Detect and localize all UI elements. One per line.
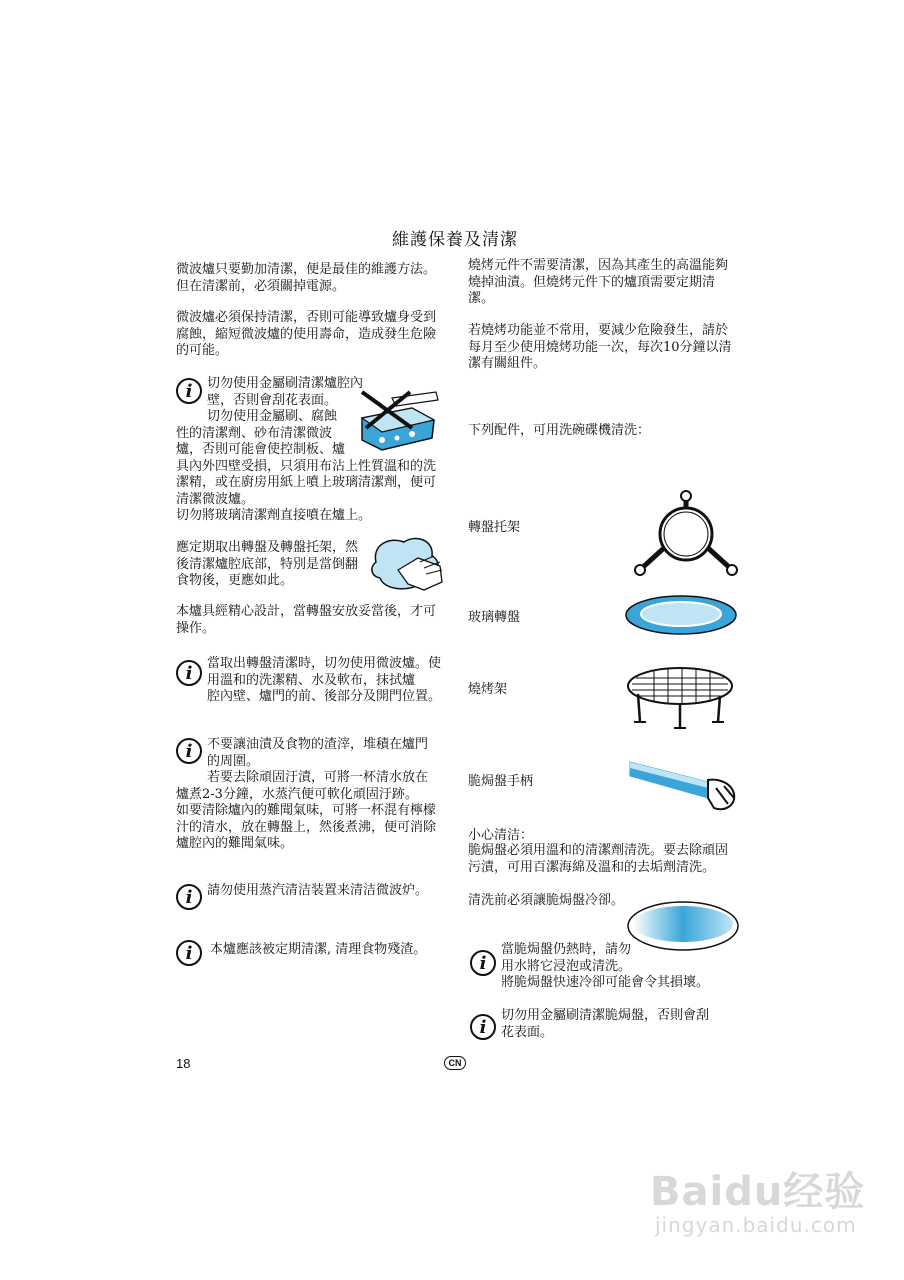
cool-before-cleaning: 清洗前必須讓脆焗盤冷卻。 xyxy=(468,893,625,908)
cleanliness-paragraph: 微波爐必須保持清潔，否則可能導致爐身受到 腐蝕，縮短微波爐的使用壽命，造成發生危險 的可能。 xyxy=(176,310,437,358)
note-remove-turntable: 當取出轉盤清潔時，切勿使用微波爐。使 用溫和的洗潔精、水及軟布，抹拭爐 腔內壁、爐門的前、後部分及開門位置。 xyxy=(207,656,442,704)
language-badge: CN xyxy=(444,1056,466,1070)
note-grease-door: 不要讓油漬及食物的渣滓，堆積在爐門 的周圍。 xyxy=(207,737,429,769)
info-icon: i xyxy=(176,940,202,966)
care-instructions: 脆焗盤必須用溫和的清潔劑清洗。要去除頑固 污漬，可用百潔海綿及溫和的去垢劑清洗。 xyxy=(468,843,729,875)
page-number: 18 xyxy=(176,1056,191,1071)
info-icon: i xyxy=(176,738,202,764)
note-regular-cleaning: 本爐應該被定期清潔, 清理食物殘渣。 xyxy=(210,942,427,957)
page-title: 維護保養及清潔 xyxy=(392,230,518,250)
grill-rack-illustration xyxy=(624,664,736,732)
info-icon: i xyxy=(470,950,496,976)
info-icon: i xyxy=(470,1014,496,1040)
note-abrasive-cleaners: 切勿使用金屬刷、腐蝕 性的清潔劑、砂布清潔微波 爐，否則可能會使控制板、爐 具內外四壁受損，只須用布沾上性質溫和的洗 潔精，或在廚房用紙上噴上玻璃清潔劑，便可 清潔微波爐。 切勿將玻璃清潔劑直接噴在爐上。 xyxy=(176,409,437,523)
cloth-hand-illustration xyxy=(368,532,446,594)
info-icon: i xyxy=(176,378,202,404)
accessory-label-glass-turntable: 玻璃轉盤 xyxy=(468,610,521,625)
care-title: 小心清洁： xyxy=(468,828,534,843)
accessory-label-crisp-handle: 脆焗盤手柄 xyxy=(468,774,534,789)
glass-turntable-illustration xyxy=(624,594,738,636)
turntable-cleaning-paragraph: 應定期取出轉盤及轉盤托架，然 後清潔爐腔底部，特別是當倒翻 食物後，更應如此。 xyxy=(176,540,359,588)
note-stubborn-stains: 若要去除頑固汙漬，可將一杯清水放在 爐煮2-3分鐘，水蒸汽便可軟化頑固汙跡。 如要清除爐內的難聞氣味，可將一杯混有檸檬 汁的清水，放在轉盤上，然後煮沸，便可消除 爐腔內的難聞氣味。 xyxy=(176,770,437,851)
watermark-url: jingyan.baidu.com xyxy=(655,1213,857,1237)
turntable-support-illustration xyxy=(630,490,742,576)
info-icon: i xyxy=(176,884,202,910)
intro-paragraph: 微波爐只要勤加清潔，便是最佳的維護方法。 但在清潔前，必須關掉電源。 xyxy=(176,262,437,294)
note-metal-brush: 切勿使用金屬刷清潔爐腔內 壁，否則會刮花表面。 xyxy=(207,376,364,408)
crisp-plate-handle-illustration xyxy=(628,754,740,816)
design-paragraph: 本爐具經精心設計，當轉盤安放妥當後，才可 操作。 xyxy=(176,604,437,636)
dishwasher-paragraph: 下列配件，可用洗碗碟機清洗： xyxy=(468,423,651,438)
grill-element-paragraph: 燒烤元件不需要清潔，因為其產生的高溫能夠 燒掉油漬。但燒烤元件下的爐頂需要定期清 潔。 xyxy=(468,258,729,306)
accessory-label-turntable-support: 轉盤托架 xyxy=(468,520,521,535)
info-icon: i xyxy=(176,660,202,686)
no-brush-sponge-illustration xyxy=(352,388,442,460)
note-hot-plate: 當脆焗盤仍熱時，請勿 用水將它浸泡或清洗。 將脆焗盤快速冷卻可能會令其損壞。 xyxy=(501,942,710,990)
note-no-metal-brush-plate: 切勿用金屬刷清潔脆焗盤，否則會刮 花表面。 xyxy=(501,1008,710,1040)
grill-usage-paragraph: 若燒烤功能並不常用，要減少危險發生，請於 每月至少使用燒烤功能一次，每次10分鐘以清 潔有關組件。 xyxy=(468,323,732,371)
note-no-steam-cleaner: 請勿使用蒸汽清洁装置来清洁微波炉。 xyxy=(207,883,429,898)
accessory-label-grill-rack: 燒烤架 xyxy=(468,682,508,697)
watermark-brand: Baidu经验 xyxy=(650,1169,866,1215)
